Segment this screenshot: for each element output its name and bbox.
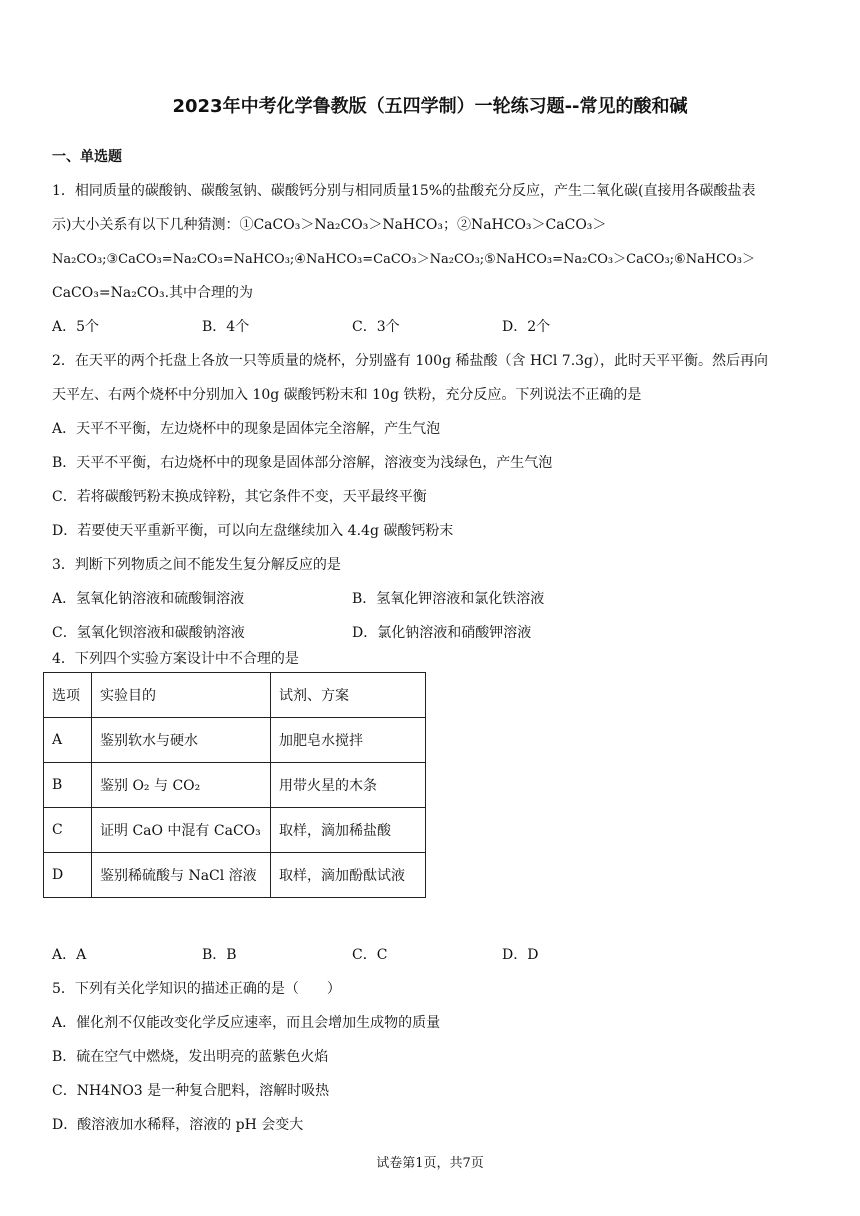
q3-options-row-2 xyxy=(52,622,822,642)
table-cell: A xyxy=(44,718,92,763)
q3-option-d[interactable]: D．氯化钠溶液和硝酸钾溶液 xyxy=(352,625,532,641)
q1-option-c[interactable]: C．3个 xyxy=(352,319,400,335)
table-cell: 证明 CaO 中混有 CaCO₃ xyxy=(92,808,271,853)
q2-line-1: 2．在天平的两个托盘上各放一只等质量的烧杯，分别盛有 100g 稀盐酸（含 HCl 7.3g），此时天平平衡。然后再向 xyxy=(52,353,769,369)
table-cell: 鉴别稀硫酸与 NaCl 溶液 xyxy=(92,853,271,898)
table-header-cell: 实验目的 xyxy=(92,673,271,718)
q1-option-a[interactable]: A．5个 xyxy=(52,319,100,335)
q5-option-a[interactable]: A．催化剂不仅能改变化学反应速率，而且会增加生成物的质量 xyxy=(52,1015,441,1031)
q4-option-a[interactable]: A．A xyxy=(52,947,87,963)
q1-line-2: 示)大小关系有以下几种猜测：①CaCO₃＞Na₂CO₃＞NaHCO₃；②NaHCO₃＞CaCO₃＞ xyxy=(52,217,607,233)
q3-option-c[interactable]: C．氢氧化钡溶液和碳酸钠溶液 xyxy=(52,625,245,641)
q4-option-b[interactable]: B．B xyxy=(202,947,237,963)
q3-stem: 3．判断下列物质之间不能发生复分解反应的是 xyxy=(52,557,341,573)
table-row xyxy=(44,853,426,898)
q4-option-c[interactable]: C．C xyxy=(352,947,388,963)
table-row xyxy=(44,763,426,808)
table-header-cell: 选项 xyxy=(44,673,92,718)
q1-options xyxy=(52,316,822,336)
q1-option-b[interactable]: B．4个 xyxy=(202,319,250,335)
table-row xyxy=(44,718,426,763)
table-header-cell: 试剂、方案 xyxy=(271,673,426,718)
section-heading: 一、单选题 xyxy=(52,149,122,165)
table-cell: C xyxy=(44,808,92,853)
q3-option-b[interactable]: B．氢氧化钾溶液和氯化铁溶液 xyxy=(352,591,545,607)
table-cell: D xyxy=(44,853,92,898)
q2-option-a[interactable]: A．天平不平衡，左边烧杯中的现象是固体完全溶解，产生气泡 xyxy=(52,421,441,437)
table-cell: 用带火星的木条 xyxy=(271,763,426,808)
q1-line-3: Na₂CO₃;③CaCO₃=Na₂CO₃=NaHCO₃;④NaHCO₃=CaCO₃＞Na₂CO₃;⑤NaHCO₃=Na₂CO₃＞CaCO₃;⑥NaHCO₃＞ xyxy=(52,252,755,267)
table-cell: B xyxy=(44,763,92,808)
q5-option-d[interactable]: D．酸溶液加水稀释，溶液的 pH 会变大 xyxy=(52,1117,304,1133)
table-cell: 取样，滴加酚酞试液 xyxy=(271,853,426,898)
q4-table xyxy=(43,672,426,898)
q5-stem: 5．下列有关化学知识的描述正确的是（ ） xyxy=(52,981,341,997)
q3-options-row-1 xyxy=(52,588,822,608)
table-cell: 取样，滴加稀盐酸 xyxy=(271,808,426,853)
q4-option-d[interactable]: D．D xyxy=(502,947,539,963)
q2-line-2: 天平左、右两个烧杯中分别加入 10g 碳酸钙粉末和 10g 铁粉，充分反应。下列说法不正确的是 xyxy=(52,387,642,403)
q5-option-c[interactable]: C．NH4NO3 是一种复合肥料，溶解时吸热 xyxy=(52,1083,330,1099)
q1-option-d[interactable]: D．2个 xyxy=(502,319,551,335)
q2-option-c[interactable]: C．若将碳酸钙粉末换成锌粉，其它条件不变，天平最终平衡 xyxy=(52,489,427,505)
page-title: 2023年中考化学鲁教版（五四学制）一轮练习题--常见的酸和碱 xyxy=(172,96,688,117)
table-cell: 鉴别 O₂ 与 CO₂ xyxy=(92,763,271,808)
table-cell: 鉴别软水与硬水 xyxy=(92,718,271,763)
q2-option-b[interactable]: B．天平不平衡，右边烧杯中的现象是固体部分溶解，溶液变为浅绿色，产生气泡 xyxy=(52,455,553,471)
table-row xyxy=(44,808,426,853)
q1-line-1: 1．相同质量的碳酸钠、碳酸氢钠、碳酸钙分别与相同质量15%的盐酸充分反应，产生二氧化碳(直接用各碳酸盐表 xyxy=(52,183,756,199)
table-cell: 加肥皂水搅拌 xyxy=(271,718,426,763)
q1-line-4: CaCO₃=Na₂CO₃.其中合理的为 xyxy=(52,285,254,301)
q5-option-b[interactable]: B．硫在空气中燃烧，发出明亮的蓝紫色火焰 xyxy=(52,1049,329,1065)
q2-option-d[interactable]: D．若要使天平重新平衡，可以向左盘继续加入 4.4g 碳酸钙粉末 xyxy=(52,523,454,539)
q4-options xyxy=(52,944,822,964)
table-header-row xyxy=(44,673,426,718)
q3-option-a[interactable]: A．氢氧化钠溶液和硫酸铜溶液 xyxy=(52,591,245,607)
page-footer: 试卷第1页，共7页 xyxy=(376,1156,484,1171)
q4-stem: 4．下列四个实验方案设计中不合理的是 xyxy=(52,651,299,667)
